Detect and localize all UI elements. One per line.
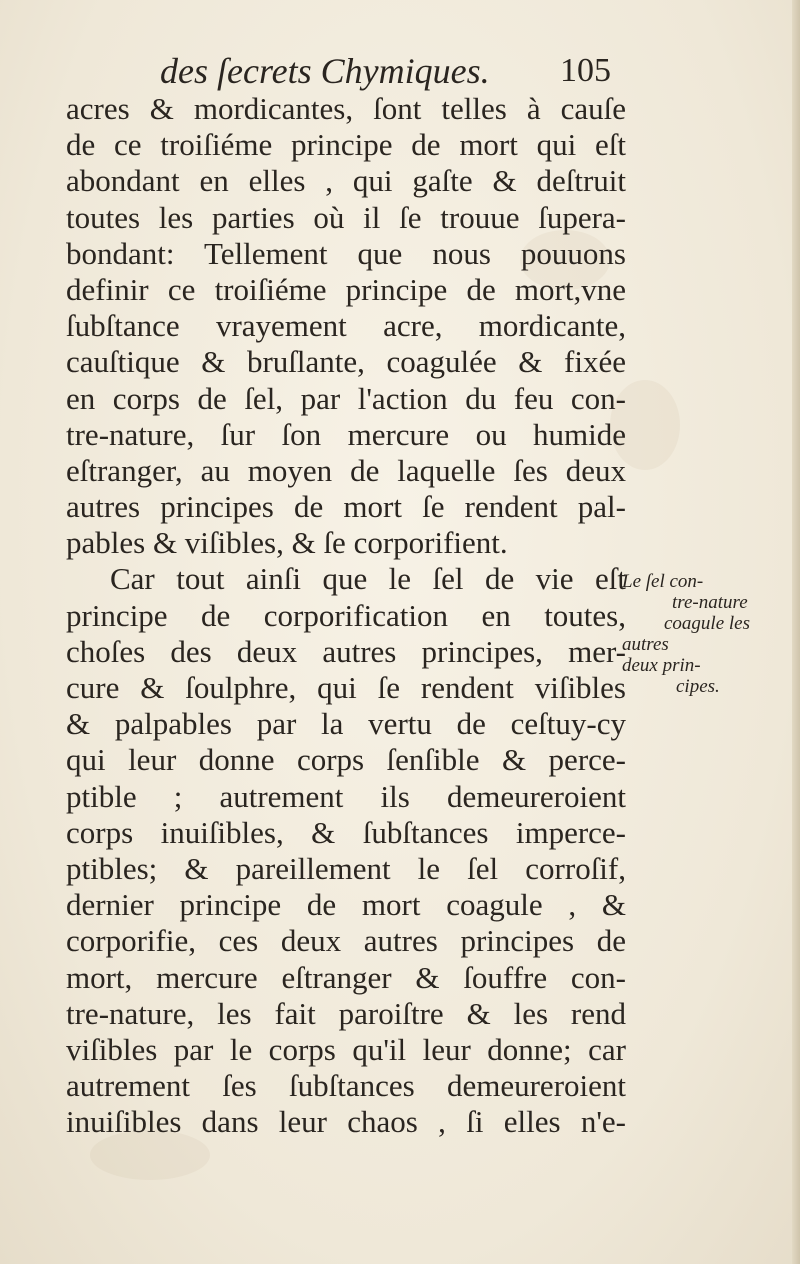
text-line: mort, mercure eſtranger & ſouffre con-: [66, 959, 626, 995]
text-line: ptible ; autrement ils demeureroient: [66, 778, 626, 814]
text-line: cure & ſoulphre, qui ſe rendent viſibles: [66, 670, 626, 705]
margin-note-line: deux prin-: [622, 655, 701, 676]
text-line: principe de corporification en toutes,: [66, 597, 626, 633]
text-line: definir ce troiſiéme principe de mort,vne: [66, 271, 626, 307]
text-line: abondant en elles , qui gaſte & deſtruit: [66, 163, 626, 199]
text-line: tre-nature, les fait paroiſtre & les rend: [66, 995, 626, 1031]
text-line: choſes des deux autres principes, mer-: [66, 633, 626, 669]
page-edge: [792, 0, 800, 1264]
body-text: [66, 91, 626, 1140]
page-number: 105: [560, 52, 611, 89]
text-line: toutes les parties où il ſe trouue ſupera-: [66, 199, 626, 235]
page-header: [0, 46, 800, 96]
text-line: ſubſtance vrayement acre, mordicante,: [66, 308, 626, 344]
text-line: viſibles par le corps qu'il leur donne; car: [66, 1031, 626, 1067]
margin-note-line: tre-nature: [672, 592, 748, 613]
margin-note-line: cipes.: [676, 676, 720, 697]
text-line: de ce troiſiéme principe de mort qui eſt: [66, 127, 626, 163]
text-line: Car tout ainſi que le ſel de vie eſt: [110, 561, 626, 597]
text-line: inuiſibles dans leur chaos , ſi elles n'e-: [66, 1104, 626, 1140]
margin-note-line: autres: [622, 634, 669, 655]
text-line: bondant: Tellement que nous pouuons: [66, 235, 626, 271]
margin-note-line: coagule les: [664, 613, 751, 634]
text-line: autrement ſes ſubſtances demeureroient: [66, 1068, 626, 1104]
text-line: tre-nature, ſur ſon mercure ou humide: [66, 416, 626, 452]
text-line: cauſtique & bruſlante, coagulée & fixée: [66, 344, 626, 380]
margin-note: [620, 571, 790, 697]
text-line: pables & viſibles, & ſe corporifient.: [66, 525, 508, 561]
text-line: ptibles; & pareillement le ſel corroſif,: [66, 850, 626, 886]
text-line: en corps de ſel, par l'action du feu con-: [66, 380, 626, 416]
text-line: eſtranger, au moyen de laquelle ſes deux: [66, 452, 626, 488]
text-line: corporifie, ces deux autres principes de: [66, 923, 626, 959]
text-line: & palpables par la vertu de ceſtuy-cy: [66, 706, 626, 742]
text-line: corps inuiſibles, & ſubſtances imperce-: [66, 814, 626, 850]
running-title: des ſecrets Chymiques.: [160, 51, 490, 91]
text-line: dernier principe de mort coagule , &: [66, 887, 626, 923]
margin-note-line: Le ſel con-: [622, 571, 704, 592]
text-line: acres & mordicantes, ſont telles à cauſe: [66, 91, 626, 126]
text-line: autres principes de mort ſe rendent pal-: [66, 489, 626, 525]
text-line: qui leur donne corps ſenſible & perce-: [66, 742, 626, 778]
